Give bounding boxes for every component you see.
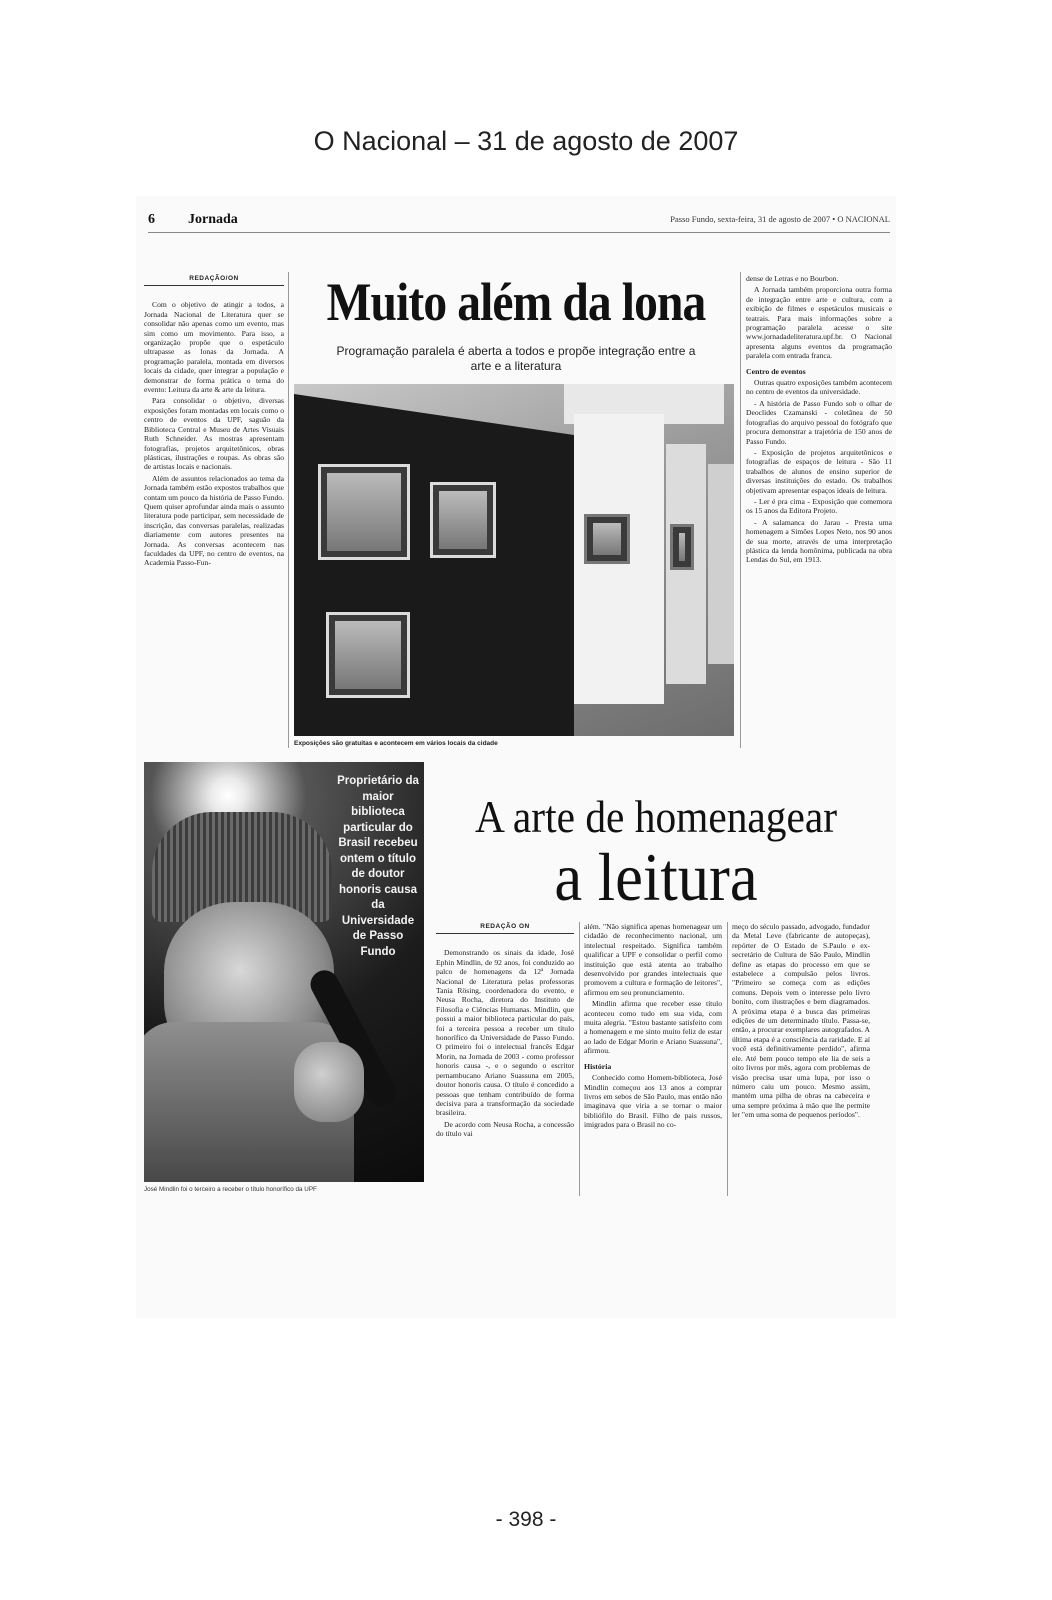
article2-photo-caption: José Mindlin foi o terceiro a receber o título honorífico da UPF [144,1186,317,1193]
article2-column-3 [732,922,870,1122]
photo-frame [318,464,410,560]
paragraph: meço do século passado, advogado, fundador da Metal Leve (fabricante de autopeças), repórter de O Estado de S.Paulo e ex-secretário de Cultura de São Paulo, Mindlin define as etapas do processo em que se estabelece a compulsão pelos livros. "Primeiro se começa com as edições comuns. Depois vem o interesse pelo livro bonito, com ilustrações e bem diagramados. A próxima etapa é a busca das primeiras edições de um determinado título. Passa-se, então, a procurar exemplares autografados. A última etapa é a consciência da raridade. E aí você está definitivamente perdido", afirma ele. Até bem pouco tempo ele lia de seis a oito livros por mês, agora com problemas de visão precisa usar uma lupa, por isso o número caiu um pouco. Mesmo assim, mantém uma pilha de obras na cabeceira e uma sempre próxima à mão que lhe permite ler "em uma soma de pequenos períodos". [732,922,870,1120]
paragraph: De acordo com Neusa Rocha, a concessão do título vai [436,1119,574,1139]
article2-headline-line1: A arte de homenagear [474,792,838,842]
paragraph: Outras quatro exposições também acontecem no centro de eventos da universidade. [746,378,892,397]
photo-frame [670,524,694,570]
paragraph: - Exposição de projetos arquitetônicos e fotografias de espaços de leitura - São 11 trabalhos de alunos de ensino superior de diversas instituições do estado. Os trabalhos objetivam apresentar espaços ideais de leitura. [746,447,892,495]
article1-deck: Programação paralela é aberta a todos e propõe integração entre a arte e a literatura [336,344,696,373]
newspaper-page-number: 6 [148,212,155,227]
photo-frame [326,612,410,698]
paragraph: Conhecido como Homem-biblioteca, José Mindlin começou aos 13 anos a comprar livros em sebos de São Paulo, mas então não imaginava que viria a se tornar o maior bibliófilo do Brasil. Filho de pais russos, imigrados para o Brasil no co- [584,1073,722,1130]
article1-photo-caption: Exposições são gratuitas e acontecem em vários locais da cidade [294,740,498,747]
article1-column-3 [746,274,892,567]
paragraph: além. "Não significa apenas homenagear um cidadão de reconhecimento nacional, um intelectual respeitado. Significa também qualificar a UPF e consolidar o perfil como instituição que está atenta ao trabalho desenvolvido por grandes intelectuais que promovem a cultura e formação de leitores", afirmou em seu pronunciamento. [584,922,722,997]
page-caption: O Nacional – 31 de agosto de 2007 [313,126,739,156]
paragraph: - Ler é pra cima - Exposição que comemora os 15 anos da Editora Projeto. [746,496,892,516]
exhibition-photo [294,384,734,736]
column-rule [579,922,580,1196]
article1-headline: Muito além da lona [326,272,706,332]
article2-headline-line2: a leitura [554,839,758,915]
photo-hand [294,1042,364,1122]
section-name: Jornada [188,212,238,227]
paragraph: Além de assuntos relacionados ao tema da Jornada também estão expostos trabalhos que contam um pouco da história de Passo Fundo. Quem quiser aprofundar ainda mais o assunto literatura pode participar, sem necessidade de inscrição, das conversas paralelas, realizadas diariamente com autores presentes na Jornada. As conversas acontecem nas faculdades da UPF, no centro de eventos, na Academia Passo-Fun- [144,473,284,568]
column-rule [727,922,728,1196]
article2-column-2 [584,922,722,1132]
paragraph: Mindlin afirma que receber esse título aconteceu como tudo em sua vida, com muita alegria. "Estou bastante satisfeito com a homenagem e me sinto muito feliz de estar ao lado de Edgar Morin e Ariano Suassuna", afirmou. [584,999,722,1056]
page-number: - 398 - [495,1508,557,1531]
photo-frame [430,482,496,558]
article1-byline: REDAÇÃO/ON [144,274,284,286]
running-header [148,212,890,233]
photo-frame [584,514,630,564]
dateline: Passo Fundo, sexta-feira, 31 de agosto de 2007 • O NACIONAL [670,214,890,224]
newspaper-clipping [136,196,896,1318]
article2-byline: REDAÇÃO ON [436,922,574,934]
article1-column-1 [144,274,284,570]
paragraph: - A história de Passo Fundo sob o olhar de Deoclides Czamanski - coletânea de 50 fotografias do arquivo pessoal do fotógrafo que procura demonstrar a trajetória de 150 anos de Passo Fundo. [746,398,892,446]
paragraph: dense de Letras e no Bourbon. [746,274,839,283]
paragraph: - A salamanca do Jarau - Presta uma homenagem a Simões Lopes Neto, nos 90 anos de sua morte, através de uma interpretação plástica da lenda homônima, publicada na obra Lendas do Sul, em 1913. [746,517,892,565]
article2-column-1 [436,922,574,1141]
photo-white-panel [708,464,734,664]
paragraph: Demonstrando os sinais da idade, José Ephin Mindlin, de 92 anos, foi conduzido ao palco de homenagens da 12ª Jornada Nacional de Literatura pelas professoras Tania Rösing, coordenadora do evento, e Neusa Rocha, diretora do Instituto de Filosofia e Ciências Humanas. Mindlin, que possui a maior biblioteca particular do país, foi a terceira pessoa a receber um título honorífico da Universidade de Passo Fundo. O primeiro foi o intelectual francês Edgar Morin, na Jornada de 2003 - como professor honoris causa -, e o segundo o escritor pernambucano Ariano Suassuna em 2005, doutor honoris causa. O título é concedido a pessoas que tenham contribuído de forma decisiva para a transformação da sociedade brasileira. [436,948,574,1118]
paragraph: Para consolidar o objetivo, diversas exposições foram montadas em locais como o centro de eventos da UPF, saguão da Biblioteca Central e Museu de Artes Visuais Ruth Schneider. As mostras apresentam fotografias, projetos arquitetônicos, obras plásticas, ilustrações e roupas. As obras são de artistas locais e nacionais. [144,396,284,472]
column-rule [740,272,741,748]
photo-overlay-text: Proprietário da maior biblioteca particular do Brasil recebeu ontem o título de doutor honoris causa da Universidade de Passo Fundo [337,775,419,958]
subheading: História [584,1061,612,1071]
column-rule [288,272,289,748]
subheading: Centro de eventos [746,366,806,376]
paragraph: A Jornada também proporciona outra forma de integração entre arte e cultura, com a exibição de filmes e espetáculos musicais e teatrais. Para mais informações sobre a programação paralela acesse o site www.jornadadeliteratura.upf.br. O Nacional apresenta alguns eventos da programação paralela com entrada franca. [746,285,892,361]
paragraph: Com o objetivo de atingir a todos, a Jornada Nacional de Literatura quer se consolidar não apenas como um evento, mas sim como um movimento. Para isso, a organização propõe que o espetáculo ultrapasse as lonas da Jornada. A programação paralela, montada em diversos locais da cidade, quer integrar a população e demonstrar de forma prática o tema do evento: Leitura da arte & arte da leitura. [144,300,284,395]
mindlin-photo [144,762,424,1182]
